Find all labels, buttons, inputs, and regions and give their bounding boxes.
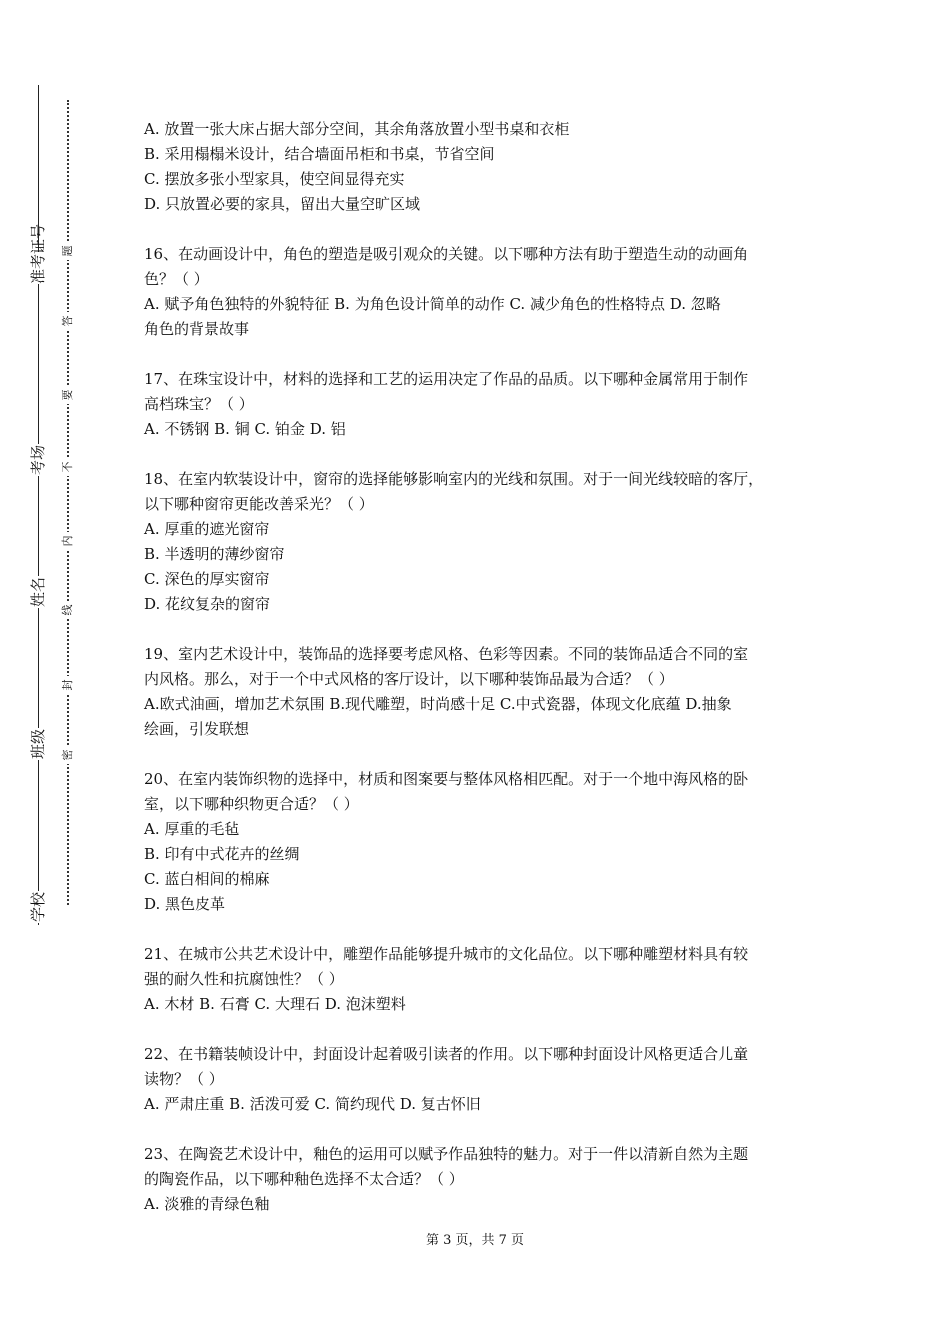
question-text-line: 21、在城市公共艺术设计中，雕塑作品能够提升城市的文化品位。以下哪种雕塑材料具有较 <box>144 945 749 963</box>
seal-char: 内 <box>59 532 77 550</box>
option-line: A. 赋予角色独特的外貌特征 B. 为角色设计简单的动作 C. 减少角色的性格特点 D. 忽略 <box>144 295 721 313</box>
question-text-line: 以下哪种窗帘更能改善采光？（ ） <box>144 495 374 513</box>
question-text-line: 22、在书籍装帧设计中，封面设计起着吸引读者的作用。以下哪种封面设计风格更适合儿童 <box>144 1045 749 1063</box>
question-text-line: 内风格。那么，对于一个中式风格的客厅设计，以下哪种装饰品最为合适？（ ） <box>144 670 674 688</box>
seal-char: 要 <box>59 386 77 404</box>
seal-char: 答 <box>59 312 77 330</box>
question-text-line: 室，以下哪种织物更合适？（ ） <box>144 795 359 813</box>
question-text-line: 23、在陶瓷艺术设计中，釉色的运用可以赋予作品独特的魅力。对于一件以清新自然为主题 <box>144 1145 749 1163</box>
option-line: A. 严肃庄重 B. 活泼可爱 C. 简约现代 D. 复古怀旧 <box>144 1095 481 1113</box>
question-20 <box>144 767 824 917</box>
question-18 <box>144 467 824 617</box>
question-list <box>144 117 824 1217</box>
question-text-line: 高档珠宝？（ ） <box>144 395 254 413</box>
seal-char: 封 <box>59 676 77 694</box>
option-line: B. 印有中式花卉的丝绸 <box>144 845 300 863</box>
field-label-name: 姓名 <box>22 576 54 608</box>
question-text-line: 读物？（ ） <box>144 1070 224 1088</box>
option-line: 绘画，引发联想 <box>144 720 250 738</box>
seal-char: 题 <box>59 242 77 260</box>
field-label-school: 学校 <box>22 891 54 923</box>
question-15-options <box>144 117 824 217</box>
option-line: C. 深色的厚实窗帘 <box>144 570 270 588</box>
question-21 <box>144 942 824 1017</box>
question-17 <box>144 367 824 442</box>
question-text-line: 的陶瓷作品，以下哪种釉色选择不太合适？（ ） <box>144 1170 464 1188</box>
seal-char: 密 <box>59 746 77 764</box>
binding-margin <box>0 0 74 1344</box>
option-line: A.欧式油画，增加艺术氛围 B.现代雕塑，时尚感十足 C.中式瓷器，体现文化底蕴 D.抽象 <box>144 695 732 713</box>
field-label-exam-number: 准考证号 <box>22 252 54 284</box>
question-text-line: 17、在珠宝设计中，材料的选择和工艺的运用决定了作品的品质。以下哪种金属常用于制作 <box>144 370 749 388</box>
binding-line <box>38 85 39 925</box>
option-line: 角色的背景故事 <box>144 320 250 338</box>
option-line: A. 淡雅的青绿色釉 <box>144 1195 270 1213</box>
field-label-class: 班级 <box>22 728 54 760</box>
option-line: B. 采用榻榻米设计，结合墙面吊柜和书桌，节省空间 <box>144 145 495 163</box>
question-19 <box>144 642 824 742</box>
option-line: A. 厚重的毛毡 <box>144 820 240 838</box>
option-line: A. 厚重的遮光窗帘 <box>144 520 270 538</box>
option-line: D. 只放置必要的家具，留出大量空旷区域 <box>144 195 421 213</box>
question-text-line: 色？（ ） <box>144 270 209 288</box>
option-line: D. 黑色皮革 <box>144 895 226 913</box>
question-text-line: 20、在室内装饰织物的选择中，材质和图案要与整体风格相匹配。对于一个地中海风格的卧 <box>144 770 749 788</box>
question-text-line: 16、在动画设计中，角色的塑造是吸引观众的关键。以下哪种方法有助于塑造生动的动画角 <box>144 245 749 263</box>
question-text-line: 强的耐久性和抗腐蚀性？（ ） <box>144 970 344 988</box>
option-line: C. 摆放多张小型家具，使空间显得充实 <box>144 170 405 188</box>
option-line: A. 木材 B. 石膏 C. 大理石 D. 泡沫塑料 <box>144 995 406 1013</box>
option-line: C. 蓝白相间的棉麻 <box>144 870 270 888</box>
field-label-exam-room: 考场 <box>22 444 54 476</box>
option-line: A. 不锈钢 B. 铜 C. 铂金 D. 铝 <box>144 420 346 438</box>
question-16 <box>144 242 824 342</box>
question-text-line: 19、室内艺术设计中，装饰品的选择要考虑风格、色彩等因素。不同的装饰品适合不同的室 <box>144 645 749 663</box>
question-23 <box>144 1142 824 1217</box>
question-text-line: 18、在室内软装设计中，窗帘的选择能够影响室内的光线和氛围。对于一间光线较暗的客厅， <box>144 470 764 488</box>
seal-char: 线 <box>59 601 77 619</box>
option-line: A. 放置一张大床占据大部分空间，其余角落放置小型书桌和衣柜 <box>144 120 570 138</box>
seal-dotted-line <box>67 100 69 905</box>
seal-char: 不 <box>59 458 77 476</box>
option-line: D. 花纹复杂的窗帘 <box>144 595 271 613</box>
page-number: 第 3 页，共 7 页 <box>425 1233 525 1248</box>
option-line: B. 半透明的薄纱窗帘 <box>144 545 285 563</box>
question-22 <box>144 1042 824 1117</box>
